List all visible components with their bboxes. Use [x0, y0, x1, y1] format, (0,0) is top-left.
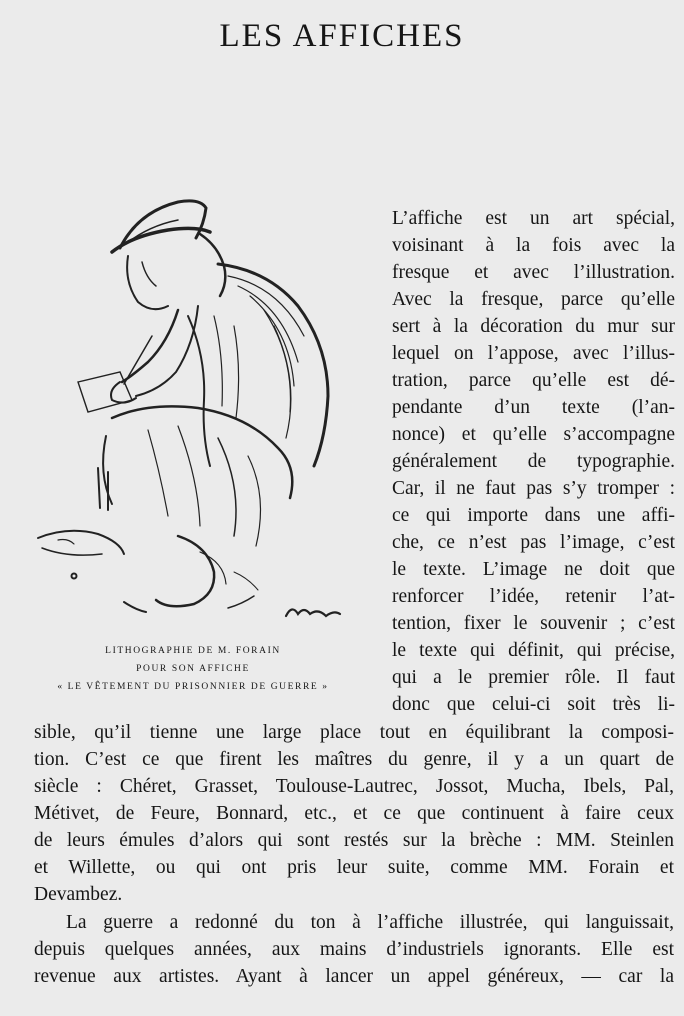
text-line: tion. C’est ce que firent les maîtres du genre, il y a un quart de [34, 749, 674, 770]
forain-lithograph-illustration [28, 186, 363, 631]
text-line: qui a le premier rôle. Il faut [392, 667, 675, 688]
text-line: depuis quelques années, aux mains d’industriels ignorants. Elle est [34, 939, 674, 960]
text-line: pendante d’un texte (l’an- [392, 397, 675, 418]
text-line: tration, parce qu’elle est dé- [392, 370, 675, 391]
text-line: voisinant à la fois avec la [392, 235, 675, 256]
text-line: fresque et avec l’illustration. [392, 262, 675, 283]
text-line: de leurs émules d’alors qui sont restés sur la brèche : MM. Steinlen [34, 830, 674, 851]
text-line: le texte qui définit, qui précise, [392, 640, 675, 661]
text-line: revenue aux artistes. Ayant à lancer un appel généreux, — car la [34, 966, 674, 987]
text-line: che, ce n’est pas l’image, c’est [392, 532, 675, 553]
text-line: et Willette, ou qui ont pris leur suite, comme MM. Forain et [34, 857, 674, 878]
page-title: LES AFFICHES [219, 18, 465, 54]
text-line: Avec la fresque, parce qu’elle [392, 289, 675, 310]
illustration-caption-line: LITHOGRAPHIE DE M. FORAIN [105, 646, 281, 656]
illustration-caption-line: POUR SON AFFICHE [136, 664, 250, 674]
text-line: Devambez. [34, 884, 123, 905]
text-line: donc que celui-ci soit très li- [392, 694, 675, 715]
text-line: lequel on l’appose, avec l’illus- [392, 343, 675, 364]
text-line: le texte. L’image ne doit que [392, 559, 675, 580]
text-line: généralement de typographie. [392, 451, 675, 472]
text-line: renforcer l’idée, retenir l’at- [392, 586, 675, 607]
text-line: tention, fixer le souvenir ; c’est [392, 613, 675, 634]
text-line: ce qui importe dans une affi- [392, 505, 675, 526]
text-line: Car, il ne faut pas s’y tromper : [392, 478, 675, 499]
text-line: sert à la décoration du mur sur [392, 316, 675, 337]
text-line: sible, qu’il tienne une large place tout en équilibrant la composi- [34, 722, 674, 743]
text-line: L’affiche est un art spécial, [392, 208, 675, 229]
text-line: Métivet, de Feure, Bonnard, etc., et ce que continuent à faire ceux [34, 803, 674, 824]
text-line: nonce) et qu’elle s’accompagne [392, 424, 675, 445]
text-line: La guerre a redonné du ton à l’affiche illustrée, qui languissait, [66, 912, 674, 933]
text-line: siècle : Chéret, Grasset, Toulouse-Lautrec, Jossot, Mucha, Ibels, Pal, [34, 776, 674, 797]
illustration-caption-line: « LE VÊTEMENT DU PRISONNIER DE GUERRE » [57, 682, 329, 692]
